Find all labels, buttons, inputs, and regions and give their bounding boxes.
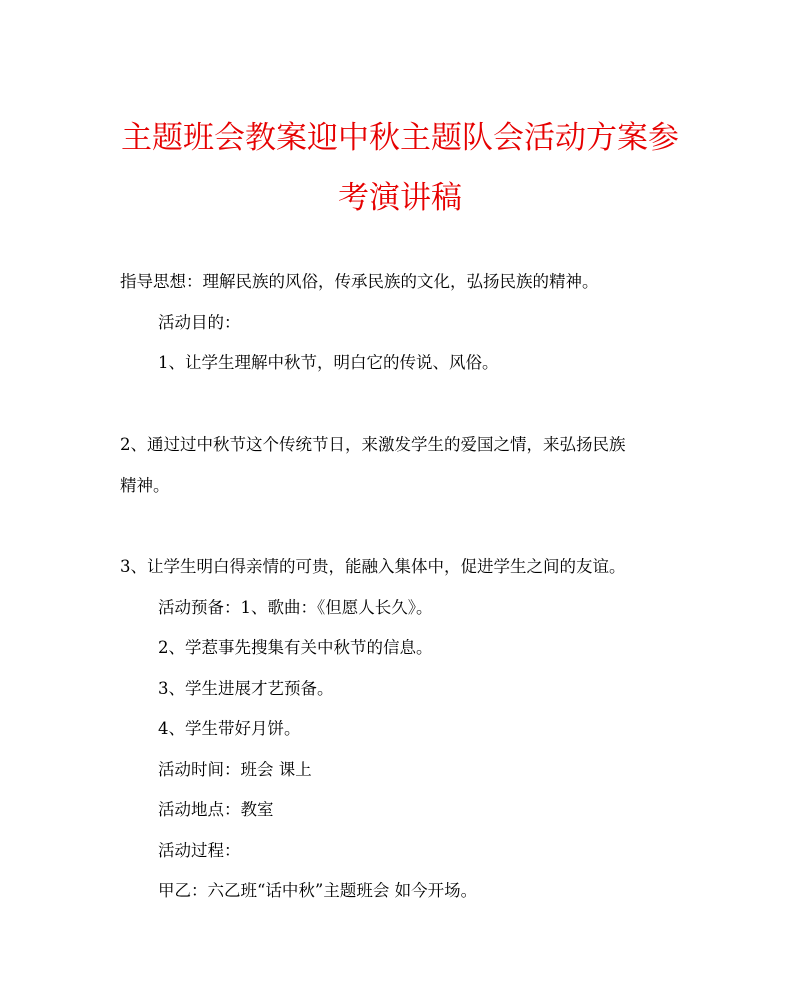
paragraph-goal-3: 3、让学生明白得亲情的可贵，能融入集体中，促进学生之间的友谊。: [120, 557, 626, 576]
paragraph-preparation-4: 4、学生带好月饼。: [158, 719, 301, 738]
paragraph-goal-2-line-2: 精神。: [120, 476, 170, 495]
paragraph-goal-2-line-1: 2、通过过中秋节这个传统节日，来激发学生的爱国之情，来弘扬民族: [120, 435, 626, 454]
document-title-line-1: 主题班会教案迎中秋主题队会活动方案参: [121, 120, 679, 156]
paragraph-preparation-3: 3、学生进展才艺预备。: [158, 679, 334, 698]
paragraph-activity-goal-heading: 活动目的：: [158, 313, 241, 332]
paragraph-goal-1: 1、让学生理解中秋节，明白它的传说、风俗。: [158, 353, 499, 372]
paragraph-opening: 甲乙：六乙班“话中秋”主题班会 如今开场。: [158, 881, 478, 900]
paragraph-guiding-idea: 指导思想：理解民族的风俗，传承民族的文化，弘扬民族的精神。: [120, 272, 599, 291]
paragraph-activity-time: 活动时间：班会 课上: [158, 760, 312, 779]
paragraph-activity-place: 活动地点：教室: [158, 800, 274, 819]
document-title-line-2: 考演讲稿: [338, 180, 462, 216]
paragraph-activity-process: 活动过程：: [158, 841, 241, 860]
paragraph-preparation-1: 活动预备：1、歌曲：《但愿人长久》。: [158, 598, 433, 617]
paragraph-preparation-2: 2、学惹事先搜集有关中秋节的信息。: [158, 638, 433, 657]
